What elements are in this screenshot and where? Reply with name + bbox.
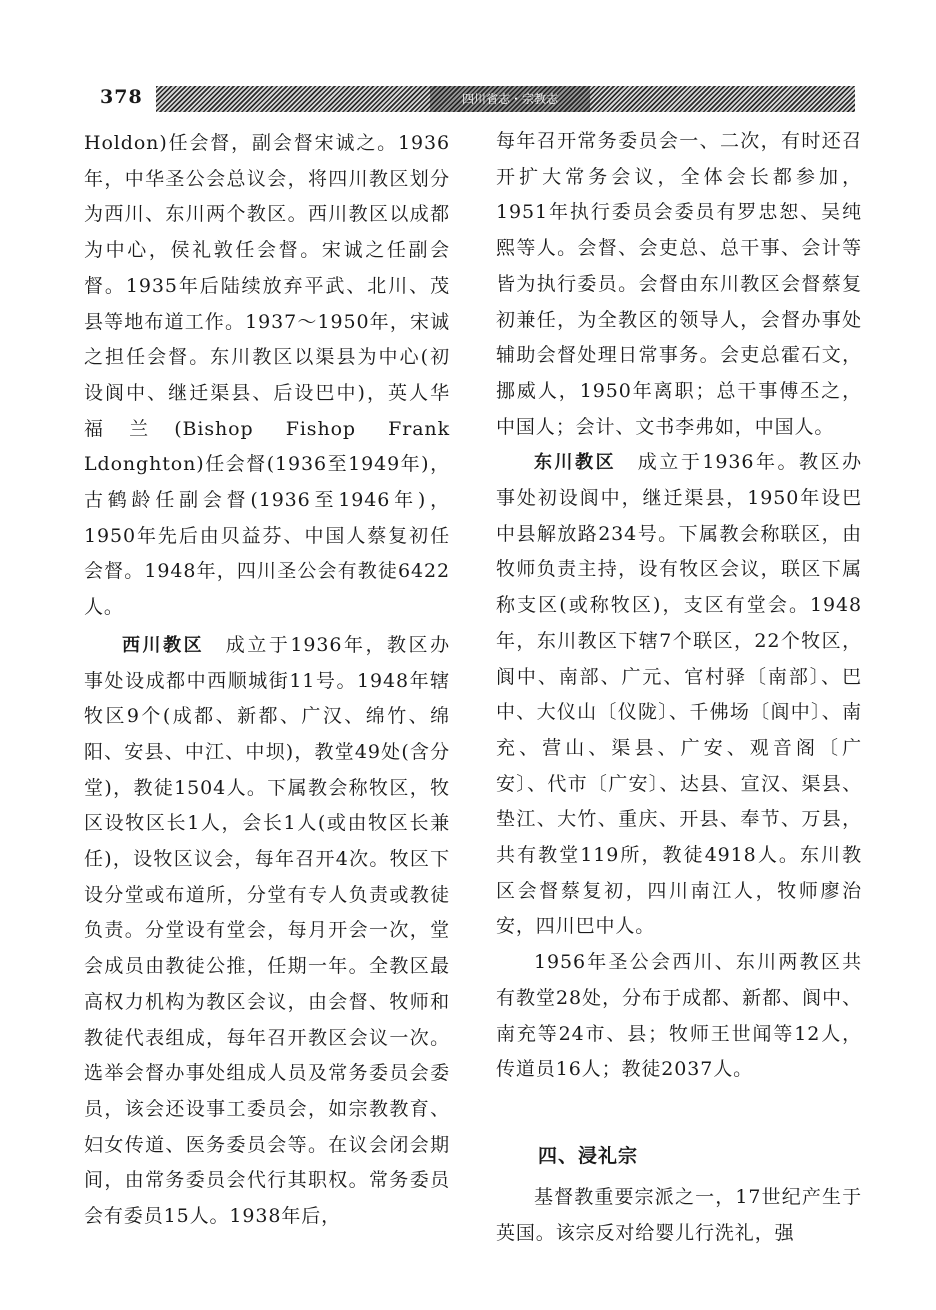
baptist-paragraph: 基督教重要宗派之一，17世纪产生于英国。该宗反对给婴儿行洗礼，强 <box>496 1185 862 1244</box>
left-paragraph-1: Holdon)任会督，副会督宋诚之。1936年，中华圣公会总议会，将四川教区划分为西川、东川两个教区。西川教区以成都为中心，侯礼敦任会督。宋诚之任副会督。1935年后陆续放弃平武、北川、茂县等地布道工作。1937～1950年，宋诚之担任会督。东川教区以渠县为中心(初设阆中、继迁渠县、后设巴中)，英人华福兰(Bishop Fishop Frank Ldonghton)任会督(1936至1949年)，古鹤龄任副会督(1936至1946年)，1950年先后由贝益芬、中国人蔡复初任会督。1948年，四川圣公会有教徒6422人。 <box>84 132 450 619</box>
running-title: 四川省志・宗教志 <box>430 86 590 112</box>
xichuan-heading: 西川教区 <box>122 634 205 656</box>
page-number: 378 <box>100 86 143 108</box>
summary-paragraph: 1956年圣公会西川、东川两教区共有教堂28处，分布于成都、新都、阆中、南充等24市、县；牧师王世闻等12人，传道员16人；教徒2037人。 <box>496 951 862 1081</box>
right-column <box>496 126 862 1251</box>
xichuan-paragraph <box>84 628 450 1235</box>
dongchuan-paragraph <box>496 445 862 945</box>
dongchuan-heading: 东川教区 <box>534 452 617 474</box>
dongchuan-text: 成立于1936年。教区办事处初设阆中，继迁渠县，1950年设巴中县解放路234号。下属教会称联区，由牧师负责主持，设有牧区会议，联区下属称支区(或称牧区)，支区有堂会。1948年，东川教区下辖7个联区，22个牧区，阆中、南部、广元、官村驿〔南部〕、巴中、大仪山〔仪陇〕、千佛场〔阆中〕、南充、营山、渠县、广安、观音阁〔广安〕、代市〔广安〕、达县、宣汉、渠县、垫江、大竹、重庆、开县、奉节、万县，共有教堂119所，教徒4918人。东川教区会督蔡复初，四川南江人，牧师廖治安，四川巴中人。 <box>496 451 862 938</box>
section-heading-baptist: 四、浸礼宗 <box>538 1144 639 1167</box>
right-paragraph-1: 每年召开常务委员会一、二次，有时还召开扩大常务会议，全体会长都参加，1951年执行委员会委员有罗忠恕、吴纯熙等人。会督、会吏总、总干事、会计等皆为执行委员。会督由东川教区会督蔡复初兼任，为全教区的领导人，会督办事处辅助会督处理日常事务。会吏总霍石文，挪威人，1950年离职；总干事傅丕之，中国人；会计、文书李弗如，中国人。 <box>496 130 862 438</box>
xichuan-text: 成立于1936年，教区办事处设成都中西顺城街11号。1948年辖牧区9个(成都、新都、广汉、绵竹、绵阳、安县、中江、中坝)，教堂49处(含分堂)，教徒1504人。下属教会称牧区，牧区设牧区长1人，会长1人(或由牧区长兼任)，设牧区议会，每年召开4次。牧区下设分堂或布道所，分堂有专人负责或教徒负责。分堂设有堂会，每月开会一次，堂会成员由教徒公推，任期一年。全教区最高权力机构为教区会议，由会督、牧师和教徒代表组成，每年召开教区会议一次。选举会督办事处组成人员及常务委员会委员，该会还设事工委员会，如宗教教育、妇女传道、医务委员会等。在议会闭会期间，由常务委员会代行其职权。常务委员会有委员15人。1938年后， <box>84 633 450 1228</box>
left-column <box>84 126 450 1235</box>
